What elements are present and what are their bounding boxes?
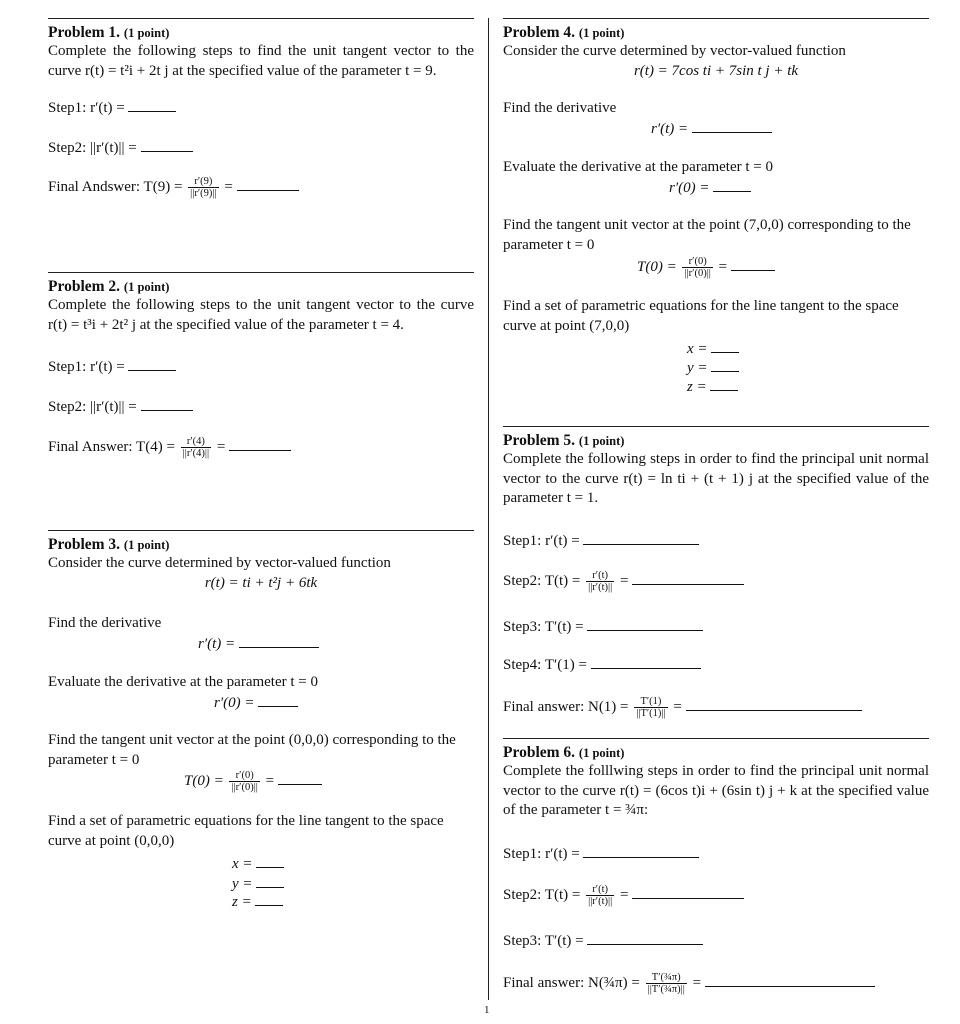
- fraction-numerator: T′(¾π): [651, 972, 681, 984]
- answer-blank[interactable]: [632, 570, 744, 585]
- fraction-denominator: ||r′(9)||: [190, 188, 217, 200]
- problem-title: [503, 24, 929, 42]
- step-label: Step1: r′(t) =: [48, 100, 125, 116]
- equals-sign: =: [673, 699, 682, 715]
- fraction: [586, 884, 614, 907]
- answer-blank[interactable]: [587, 616, 703, 631]
- problem-points: (1 point): [123, 538, 170, 552]
- problem-6: [503, 738, 929, 821]
- p3-tangent-text: Find the tangent unit vector at the point (0,0,0) corresponding to the parameter t = 0: [48, 732, 456, 768]
- problem-number: Problem 6.: [503, 744, 576, 761]
- answer-blank[interactable]: [256, 873, 284, 888]
- step-label: Step1: r′(t) =: [503, 846, 580, 862]
- problem-number: Problem 5.: [503, 432, 576, 449]
- p4-evaluate: [669, 177, 751, 198]
- answer-blank[interactable]: [711, 338, 739, 353]
- fraction-denominator: ||r′(4)||: [182, 448, 210, 460]
- problem-4: [503, 18, 929, 81]
- fraction: [634, 696, 667, 719]
- fraction-numerator: r′(0): [235, 770, 254, 782]
- problem-number: Problem 1.: [48, 24, 121, 41]
- problem-number: Problem 4.: [503, 24, 576, 41]
- problem-number: Problem 3.: [48, 536, 121, 553]
- equals-sign: =: [619, 887, 629, 903]
- fraction: [682, 256, 712, 279]
- answer-blank[interactable]: [705, 972, 875, 987]
- p5-step2: [503, 570, 744, 593]
- step-label: Step2: ||r′(t)|| =: [48, 399, 137, 415]
- problem-text: Complete the following steps in order to find the principal unit normal vector to the curve r(t) = ln ti + (t + 1) j at the specified value of the parameter t = 1.: [503, 451, 929, 506]
- fraction: [188, 176, 218, 199]
- problem-text: Consider the curve determined by vector-valued function: [48, 555, 391, 571]
- problem-number: Problem 2.: [48, 278, 121, 295]
- problem-rule: [503, 18, 929, 19]
- p4-y: [687, 357, 739, 378]
- answer-blank[interactable]: [229, 436, 291, 451]
- fraction-denominator: ||T′(1)||: [636, 708, 666, 720]
- answer-blank[interactable]: [278, 770, 322, 785]
- evaluate-label: r′(0) =: [669, 180, 710, 196]
- p4-tangent-text: Find the tangent unit vector at the point (7,0,0) corresponding to the parameter t = 0: [503, 217, 911, 253]
- problem-points: (1 point): [578, 434, 625, 448]
- p6-final: [503, 972, 875, 995]
- step-label: Step1: r′(t) =: [503, 533, 580, 549]
- problem-points: (1 point): [123, 26, 170, 40]
- problem-title: [48, 536, 474, 554]
- problem-title: [48, 278, 474, 296]
- step-label: Step2: T(t) =: [503, 887, 581, 903]
- fraction-denominator: ||r′(0)||: [231, 782, 258, 794]
- p6-step2: [503, 884, 744, 907]
- problem-points: (1 point): [578, 26, 625, 40]
- fraction-denominator: ||T′(¾π)||: [647, 984, 685, 996]
- tangent-label: T(0) =: [184, 773, 224, 789]
- p5-step4: [503, 654, 701, 675]
- answer-blank[interactable]: [258, 692, 298, 707]
- page-number: 1: [484, 1004, 490, 1016]
- p5-step1: [503, 530, 699, 551]
- y-label: y =: [232, 876, 253, 892]
- step-label: Step1: r′(t) =: [48, 359, 125, 375]
- p4-derivative: [651, 118, 772, 139]
- equals-sign: =: [619, 573, 629, 589]
- problem-rule: [48, 530, 474, 531]
- p3-find-derivative: Find the derivative: [48, 615, 162, 631]
- answer-blank[interactable]: [583, 843, 699, 858]
- fraction: [181, 436, 211, 459]
- final-label: Final answer: N(¾π) =: [503, 975, 640, 991]
- problem-text: Complete the following steps to find the unit tangent vector to the curve r(t) = t²i + 2t j at the specified value of the parameter t = 9.: [48, 43, 474, 79]
- step-label: Step4: T′(1) =: [503, 657, 587, 673]
- equals-sign: =: [216, 439, 226, 455]
- fraction-numerator: r′(4): [186, 436, 205, 448]
- fraction: [229, 770, 259, 793]
- problem-5: [503, 426, 929, 509]
- step-label: Step2: T(t) =: [503, 573, 581, 589]
- p4-z: [687, 376, 738, 397]
- problem-1: [48, 18, 474, 81]
- problem-text: Complete the folllwing steps in order to find the principal unit normal vector to the curve r(t) = (6cos t)i + (6sin t) j + k at the specified value of the parameter t = ¾π:: [503, 763, 929, 818]
- p4-x: [687, 338, 739, 359]
- problem-3: [48, 530, 474, 593]
- equals-sign: =: [692, 975, 702, 991]
- p5-step3: [503, 616, 703, 637]
- answer-blank[interactable]: [713, 177, 751, 192]
- answer-blank[interactable]: [237, 176, 299, 191]
- p1-final: [48, 176, 299, 199]
- step-label: Step3: T′(t) =: [503, 619, 584, 635]
- answer-blank[interactable]: [239, 633, 319, 648]
- answer-blank[interactable]: [591, 654, 701, 669]
- answer-blank[interactable]: [731, 256, 775, 271]
- column-divider: [488, 18, 489, 1000]
- final-label: Final Answer: T(4) =: [48, 439, 175, 455]
- answer-blank[interactable]: [255, 891, 283, 906]
- final-label: Final Andswer: T(9) =: [48, 179, 183, 195]
- p3-derivative: [198, 633, 319, 654]
- answer-blank[interactable]: [711, 357, 739, 372]
- answer-blank[interactable]: [256, 853, 284, 868]
- problem-rule: [503, 738, 929, 739]
- final-label: Final answer: N(1) =: [503, 699, 629, 715]
- p3-param-text: Find a set of parametric equations for the line tangent to the space curve at point (0,0,0): [48, 813, 444, 849]
- problem-text: Complete the following steps to the unit tangent vector to the curve r(t) = t³i + 2t² j at the specified value of the parameter t = 4.: [48, 297, 474, 333]
- x-label: x =: [232, 856, 253, 872]
- p4-evaluate-text: Evaluate the derivative at the parameter t = 0: [503, 159, 773, 175]
- z-label: z =: [687, 379, 707, 395]
- p6-step1: [503, 843, 699, 864]
- fraction-denominator: ||r′(t)||: [588, 896, 613, 908]
- p3-evaluate: [214, 692, 298, 713]
- vector-function: r(t) = 7cos ti + 7sin t j + tk: [633, 62, 799, 79]
- answer-blank[interactable]: [128, 97, 176, 112]
- problem-2: [48, 272, 474, 335]
- x-label: x =: [687, 341, 708, 357]
- p3-z: [232, 891, 283, 912]
- p4-tangent: [637, 256, 775, 279]
- p3-x: [232, 853, 284, 874]
- equals-sign: =: [265, 773, 275, 789]
- problem-title: [503, 432, 929, 450]
- p3-tangent: [184, 770, 322, 793]
- p2-step1: [48, 356, 176, 377]
- fraction-numerator: r′(0): [688, 256, 707, 268]
- problem-rule: [48, 18, 474, 19]
- fraction: [586, 570, 614, 593]
- problem-title: [503, 744, 929, 762]
- problem-points: (1 point): [578, 746, 625, 760]
- problem-title: [48, 24, 474, 42]
- answer-blank[interactable]: [710, 376, 738, 391]
- p2-step2: [48, 396, 193, 417]
- p1-step1: [48, 97, 176, 118]
- p6-step3: [503, 930, 703, 951]
- y-label: y =: [687, 360, 708, 376]
- answer-blank[interactable]: [128, 356, 176, 371]
- p4-param-text: Find a set of parametric equations for the line tangent to the space curve at point (7,0,0): [503, 298, 899, 334]
- answer-blank[interactable]: [692, 118, 772, 133]
- fraction: [646, 972, 687, 995]
- p4-find-derivative: Find the derivative: [503, 100, 617, 116]
- z-label: z =: [232, 894, 252, 910]
- step-label: Step2: ||r′(t)|| =: [48, 140, 137, 156]
- equals-sign: =: [718, 259, 728, 275]
- answer-blank[interactable]: [583, 530, 699, 545]
- fraction-denominator: ||r′(0)||: [684, 268, 711, 280]
- step-label: Step3: T′(t) =: [503, 933, 584, 949]
- answer-blank[interactable]: [632, 884, 744, 899]
- evaluate-label: r′(0) =: [214, 695, 255, 711]
- fraction-numerator: r′(t): [592, 570, 609, 582]
- answer-blank[interactable]: [686, 696, 862, 711]
- equals-sign: =: [224, 179, 233, 195]
- derivative-label: r′(t) =: [198, 636, 236, 652]
- fraction-numerator: r′(9): [194, 176, 213, 188]
- vector-function: r(t) = ti + t²j + 6tk: [204, 574, 318, 591]
- problem-rule: [48, 272, 474, 273]
- p5-final: [503, 696, 862, 719]
- problem-text: Consider the curve determined by vector-valued function: [503, 43, 846, 59]
- fraction-numerator: T′(1): [640, 696, 662, 708]
- answer-blank[interactable]: [141, 396, 193, 411]
- p1-step2: [48, 137, 193, 158]
- tangent-label: T(0) =: [637, 259, 677, 275]
- answer-blank[interactable]: [141, 137, 193, 152]
- answer-blank[interactable]: [587, 930, 703, 945]
- p3-evaluate-text: Evaluate the derivative at the parameter t = 0: [48, 674, 318, 690]
- problem-points: (1 point): [123, 280, 170, 294]
- fraction-numerator: r′(t): [592, 884, 609, 896]
- fraction-denominator: ||r′(t)||: [588, 582, 613, 594]
- derivative-label: r′(t) =: [651, 121, 689, 137]
- problem-rule: [503, 426, 929, 427]
- p2-final: [48, 436, 291, 459]
